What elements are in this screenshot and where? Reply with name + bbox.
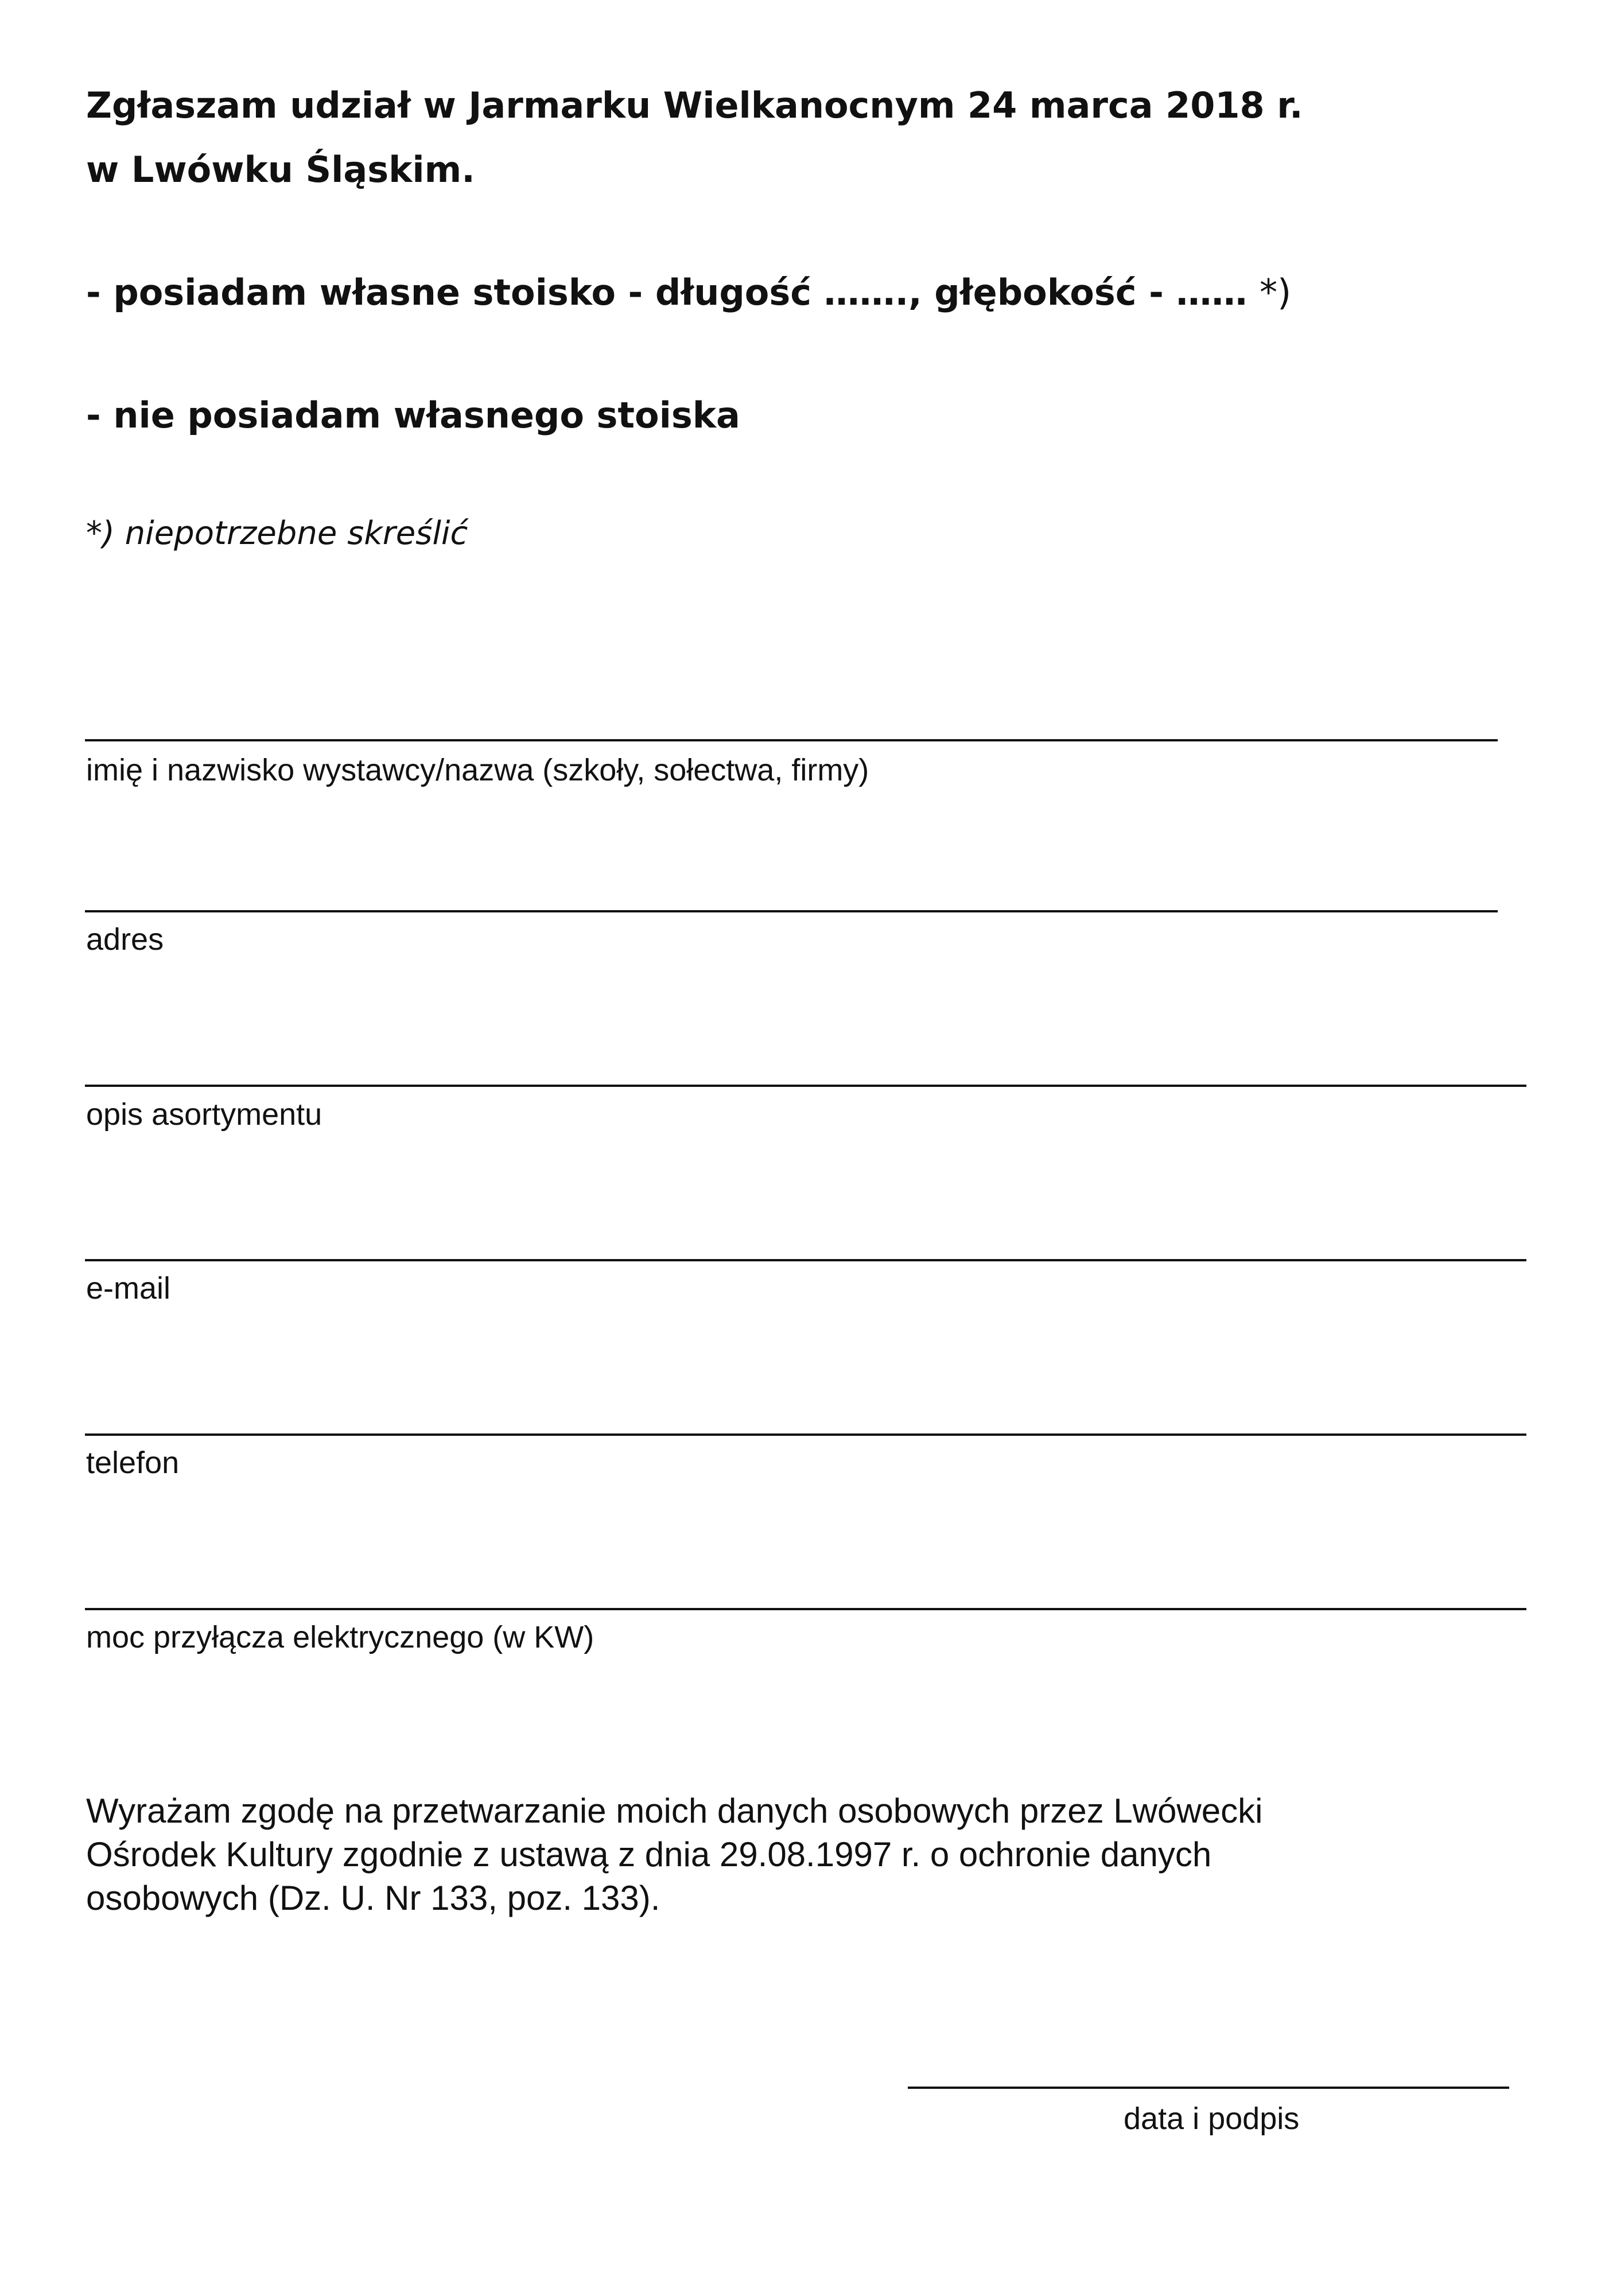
assortment-field[interactable]: [85, 1085, 1526, 1087]
heading-line-1: Zgłaszam udział w Jarmarku Wielkanocnym 24 marca 2018 r.: [86, 84, 1303, 126]
power-label: moc przyłącza elektrycznego (w KW): [86, 1620, 594, 1654]
address-field[interactable]: [85, 910, 1498, 912]
signature-label: data i podpis: [1124, 2101, 1300, 2136]
consent-line-2: Ośrodek Kultury zgodnie z ustawą z dnia 29.08.1997 r. o ochronie danych: [86, 1835, 1212, 1874]
footnote: *) niepotrzebne skreślić: [86, 515, 468, 552]
phone-label: telefon: [86, 1446, 180, 1480]
form-heading: [86, 73, 1521, 202]
heading-line-2: w Lwówku Śląskim.: [86, 149, 475, 191]
option-own-stand-text: - posiadam własne stoisko - długość ……., głębokość - ……: [86, 271, 1260, 313]
consent-line-1: Wyrażam zgodę na przetwarzanie moich danych osobowych przez Lwówecki: [86, 1792, 1263, 1830]
option-own-stand: [86, 270, 1291, 316]
power-field[interactable]: [85, 1608, 1526, 1610]
exhibitor-name-label: imię i nazwisko wystawcy/nazwa (szkoły, sołectwa, firmy): [86, 753, 869, 787]
email-field[interactable]: [85, 1259, 1526, 1261]
consent-text: [86, 1789, 1521, 1920]
signature-field[interactable]: [908, 2087, 1509, 2089]
option-own-stand-mark: *): [1260, 271, 1292, 313]
exhibitor-name-field[interactable]: [85, 739, 1498, 741]
assortment-label: opis asortymentu: [86, 1097, 322, 1132]
email-label: e-mail: [86, 1271, 171, 1306]
option-no-stand: - nie posiadam własnego stoiska: [86, 394, 740, 436]
address-label: adres: [86, 922, 164, 957]
consent-line-3: osobowych (Dz. U. Nr 133, poz. 133).: [86, 1879, 660, 1917]
phone-field[interactable]: [85, 1433, 1526, 1436]
